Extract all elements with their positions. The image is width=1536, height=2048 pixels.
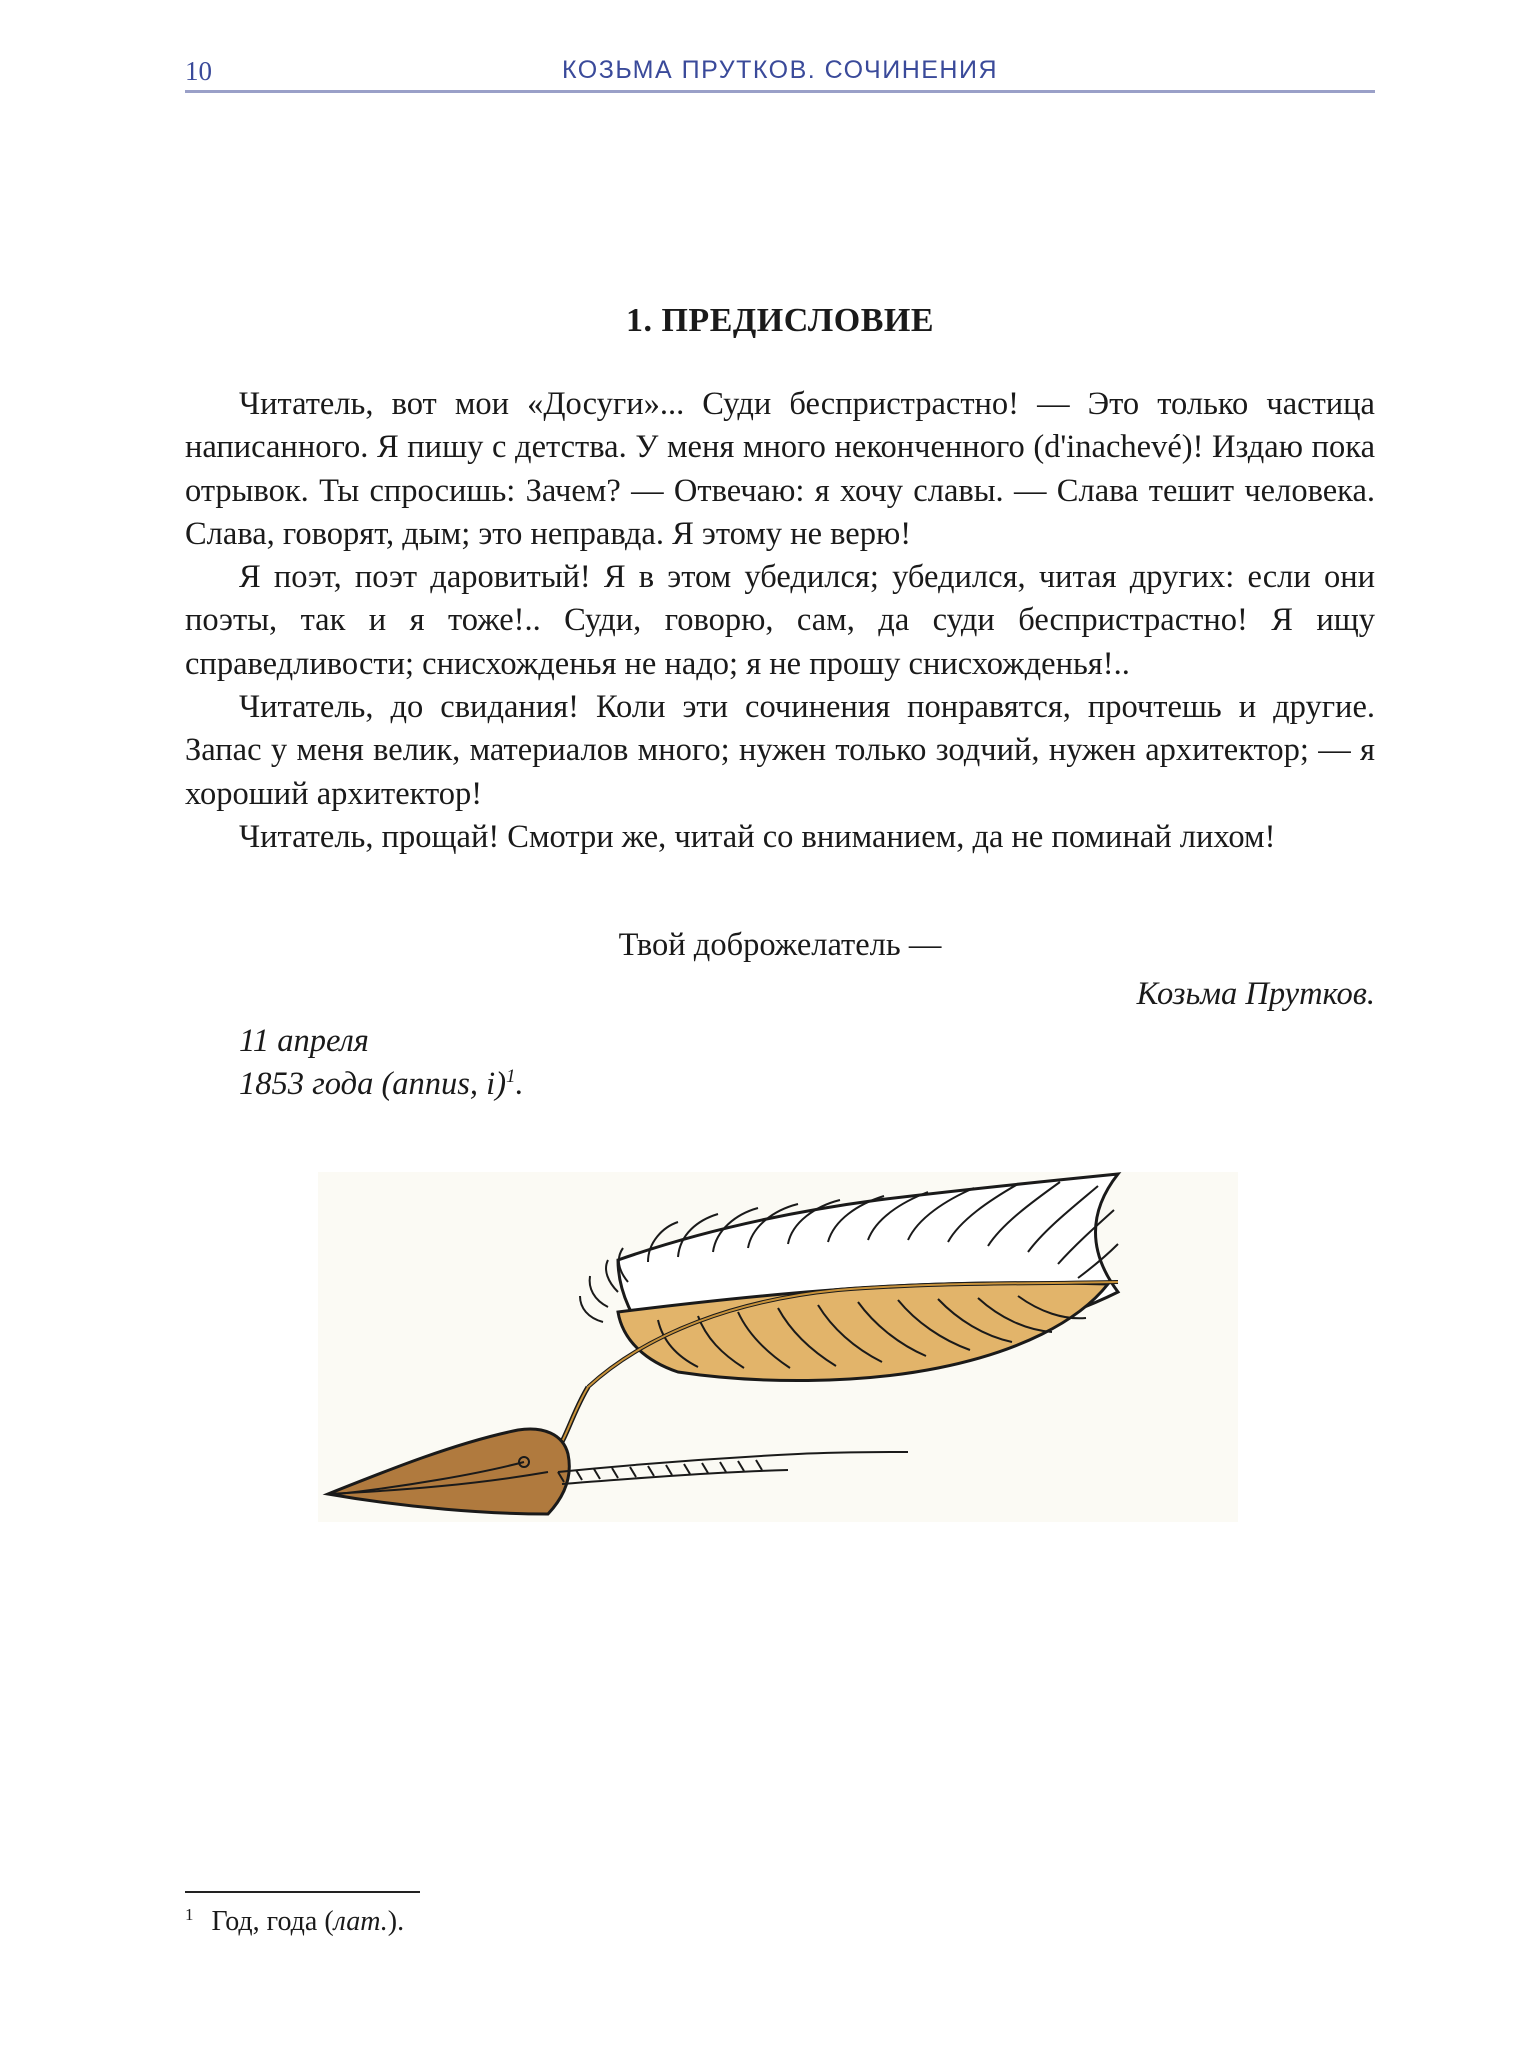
quill-pen-icon xyxy=(318,1172,1238,1522)
footnote-divider xyxy=(185,1891,420,1893)
running-header xyxy=(185,52,1375,93)
paragraph: Читатель, прощай! Смотри же, читай со вниманием, да не поминай лихом! xyxy=(239,818,1276,855)
footnote xyxy=(185,1906,404,1938)
section-title: 1. ПРЕДИСЛОВИЕ xyxy=(625,302,935,339)
date-line-year xyxy=(239,1066,524,1103)
author-signature: Козьма Прутков. xyxy=(1136,976,1375,1012)
paragraph: Читатель, вот мои «Досуги»... Суди беспристрастно! — Это только частица написанного. Я пишу с детства. У меня много неконченного (d'inachevé)! Издаю пока отрывок. Ты спросишь: Зачем? — Отвечаю: я хочу славы. — Слава тешит человека. Слава, говорят, дым; это неправда. Я этому не верю! xyxy=(185,386,1375,552)
paragraph: Читатель, до свидания! Коли эти сочинения понравятся, прочтешь и другие. Запас у меня велик, материалов много; нужен только зодчий, нужен архитектор; — я хороший архитектор! xyxy=(185,689,1375,812)
body-text xyxy=(185,383,1375,859)
paragraph: Я поэт, поэт даровитый! Я в этом убедился; убедился, читая других: если они поэты, так и я тоже!.. Суди, говорю, сам, да суди беспристрастно! Я ищу справедливости; снисхожденья не надо; я не прошу снисхожденья!.. xyxy=(185,559,1375,682)
footnote-mark: 1 xyxy=(185,1904,194,1924)
date-line-day: 11 апреля xyxy=(239,1023,369,1059)
date-year-text: 1853 года (annus, i) xyxy=(239,1066,507,1102)
footnote-text-before: Год, года ( xyxy=(211,1906,334,1937)
footnote-text-after: ). xyxy=(387,1906,405,1937)
footnote-reference: 1 xyxy=(506,1066,516,1088)
closing-salutation: Твой доброжелатель — xyxy=(618,927,942,963)
footnote-text-italic: лат. xyxy=(333,1906,388,1937)
page-number: 10 xyxy=(185,56,212,86)
running-title: КОЗЬМА ПРУТКОВ. СОЧИНЕНИЯ xyxy=(561,56,998,84)
date-year-end: . xyxy=(515,1066,524,1102)
